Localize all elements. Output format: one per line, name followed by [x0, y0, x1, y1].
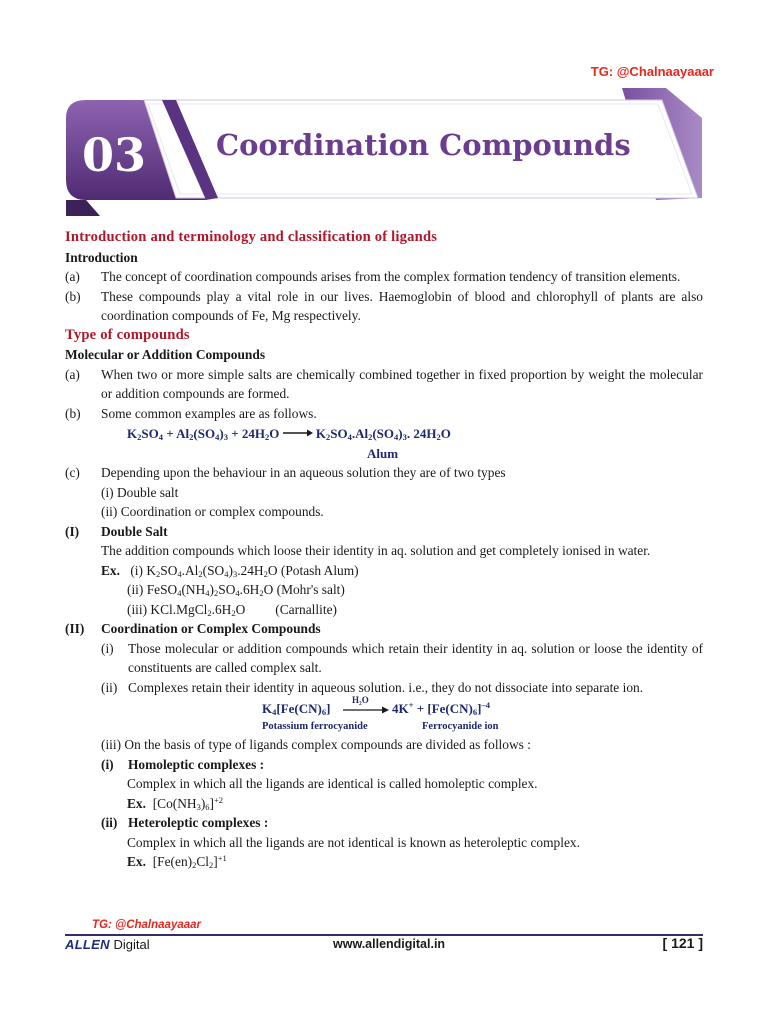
- chapter-title: Coordination Compounds: [216, 128, 631, 162]
- item-label: (ii): [101, 679, 118, 695]
- item-text: Some common examples are as follows.: [101, 405, 317, 421]
- brand-rest: Digital: [109, 937, 150, 952]
- type-complex: (ii) Coordination or complex compounds.: [101, 504, 324, 519]
- example-formula: $[Fe(en)_2Cl_2]^{+1}$: [152, 853, 227, 870]
- example-formula: (i) $K_2SO_4.Al_2(SO_4)_3.24H_2O$: [127, 562, 281, 579]
- equation-right: $4K^+ + [Fe(CN)_6]^{-4}$: [392, 700, 490, 717]
- item-label: (b): [65, 288, 81, 304]
- equation-left-name: Potassium ferrocyanide: [262, 721, 368, 732]
- classification-text: (iii) On the basis of type of ligands complex compounds are divided as follows :: [101, 737, 531, 752]
- chapter-number: 03: [81, 128, 146, 182]
- section-heading-types: Type of compounds: [65, 326, 190, 343]
- example-row: [65, 580, 703, 600]
- item-label: (ii): [101, 815, 118, 830]
- alum-label: Alum: [367, 445, 399, 461]
- item-text: When two or more simple salts are chemically combined together in fixed proportion by weight the molecular or addition compounds are formed.: [101, 366, 703, 401]
- page-number: [ 121 ]: [662, 935, 703, 951]
- reaction-arrow-icon: [343, 705, 389, 715]
- subheading-molecular: Molecular or Addition Compounds: [65, 347, 266, 362]
- telegram-tag-footer: TG: @Chalnaayaaar: [92, 919, 202, 931]
- subsection-heteroleptic: [65, 813, 703, 833]
- telegram-tag-top: TG: @Chalnaayaaar: [590, 64, 714, 79]
- alum-equation: $K_2SO_4 + Al_2(SO_4)_3 + 24H_2O$ $K_2SO_4.Al_2(SO_4)_3$. $24H_2O$: [127, 426, 451, 442]
- example-row: [65, 561, 703, 581]
- example-label: Ex.: [127, 854, 146, 869]
- item-text: These compounds play a vital role in our lives. Haemoglobin of blood and chlorophyll of plants are also coordination compounds of Fe, Mg respectively.: [101, 288, 703, 323]
- main-content: [65, 228, 703, 872]
- brand-logo: [65, 937, 150, 952]
- brand-bold: ALLEN: [65, 937, 110, 952]
- example-row: [65, 794, 703, 814]
- subsection-heading: Double Salt: [101, 523, 168, 539]
- subsection-heading: Heteroleptic complexes :: [128, 815, 269, 830]
- item-label: (II): [65, 621, 85, 636]
- example-name: (Carnallite): [275, 601, 337, 617]
- list-item: [65, 404, 703, 424]
- list-item: [65, 639, 703, 678]
- example-formula: (iii) $KCl.MgCl_2.6H_2O$: [127, 601, 246, 618]
- example-label: Ex.: [127, 795, 146, 811]
- example-row: [65, 852, 703, 872]
- list-item: [65, 267, 703, 287]
- subsection-homoleptic: [65, 755, 703, 775]
- section-heading-intro: Introduction and terminology and classification of ligands: [65, 229, 438, 245]
- item-text: Complexes retain their identity in aqueous solution. i.e., they do not dissociate into separate ion.: [128, 679, 644, 695]
- item-label: (i): [101, 640, 114, 656]
- list-item: [65, 463, 703, 483]
- item-label: (a): [65, 269, 80, 284]
- ferrocyanide-equation: [65, 697, 703, 735]
- homoleptic-text: Complex in which all the ligands are identical is called homoleptic complex.: [127, 776, 538, 791]
- subsection-double-salt: [65, 522, 703, 542]
- item-label: (i): [101, 756, 114, 772]
- chapter-banner: [66, 88, 702, 218]
- item-label: (c): [65, 465, 80, 480]
- double-salt-text: The addition compounds which loose their identity in aq. solution and get completely ionised in water.: [101, 543, 651, 558]
- heteroleptic-text: Complex in which all the ligands are not identical is known as heteroleptic complex.: [127, 834, 580, 850]
- list-item: [65, 287, 703, 326]
- item-label: (I): [65, 523, 80, 539]
- example-label: Ex.: [101, 562, 120, 578]
- equation-catalyst: H₂O: [352, 695, 369, 705]
- item-text: The concept of coordination compounds arises from the complex formation tendency of transition elements.: [101, 269, 681, 284]
- equation-left: $K_4[Fe(CN)_6]$: [262, 701, 331, 717]
- example-formula: (ii) $FeSO_4(NH_4)_2SO_4.6H_2O$: [127, 582, 277, 598]
- footer-divider: [65, 934, 703, 936]
- example-name: (Potash Alum): [280, 562, 359, 578]
- website-link[interactable]: www.allendigital.in: [333, 937, 446, 951]
- equation-right-name: Ferrocyanide ion: [422, 721, 499, 732]
- subsection-coordination: [65, 619, 703, 639]
- item-text: Those molecular or addition compounds which retain their identity in aq. solution or loose the identity of constituents are called complex salt.: [128, 640, 703, 675]
- reaction-arrow-icon: [283, 428, 313, 438]
- subheading-introduction: Introduction: [65, 249, 138, 265]
- example-name: (Mohr's salt): [276, 582, 345, 597]
- item-label: (b): [65, 405, 81, 421]
- example-formula: $[Co(NH_3)_6]^{+2}$: [152, 794, 224, 812]
- subsection-heading: Homoleptic complexes :: [128, 756, 265, 772]
- list-item: [65, 678, 703, 698]
- list-item: [65, 365, 703, 404]
- example-row: [65, 600, 703, 620]
- subsection-heading: Coordination or Complex Compounds: [101, 621, 321, 636]
- type-double-salt: (i) Double salt: [101, 484, 179, 500]
- item-label: (a): [65, 366, 80, 382]
- item-text: Depending upon the behaviour in an aqueous solution they are of two types: [101, 465, 506, 480]
